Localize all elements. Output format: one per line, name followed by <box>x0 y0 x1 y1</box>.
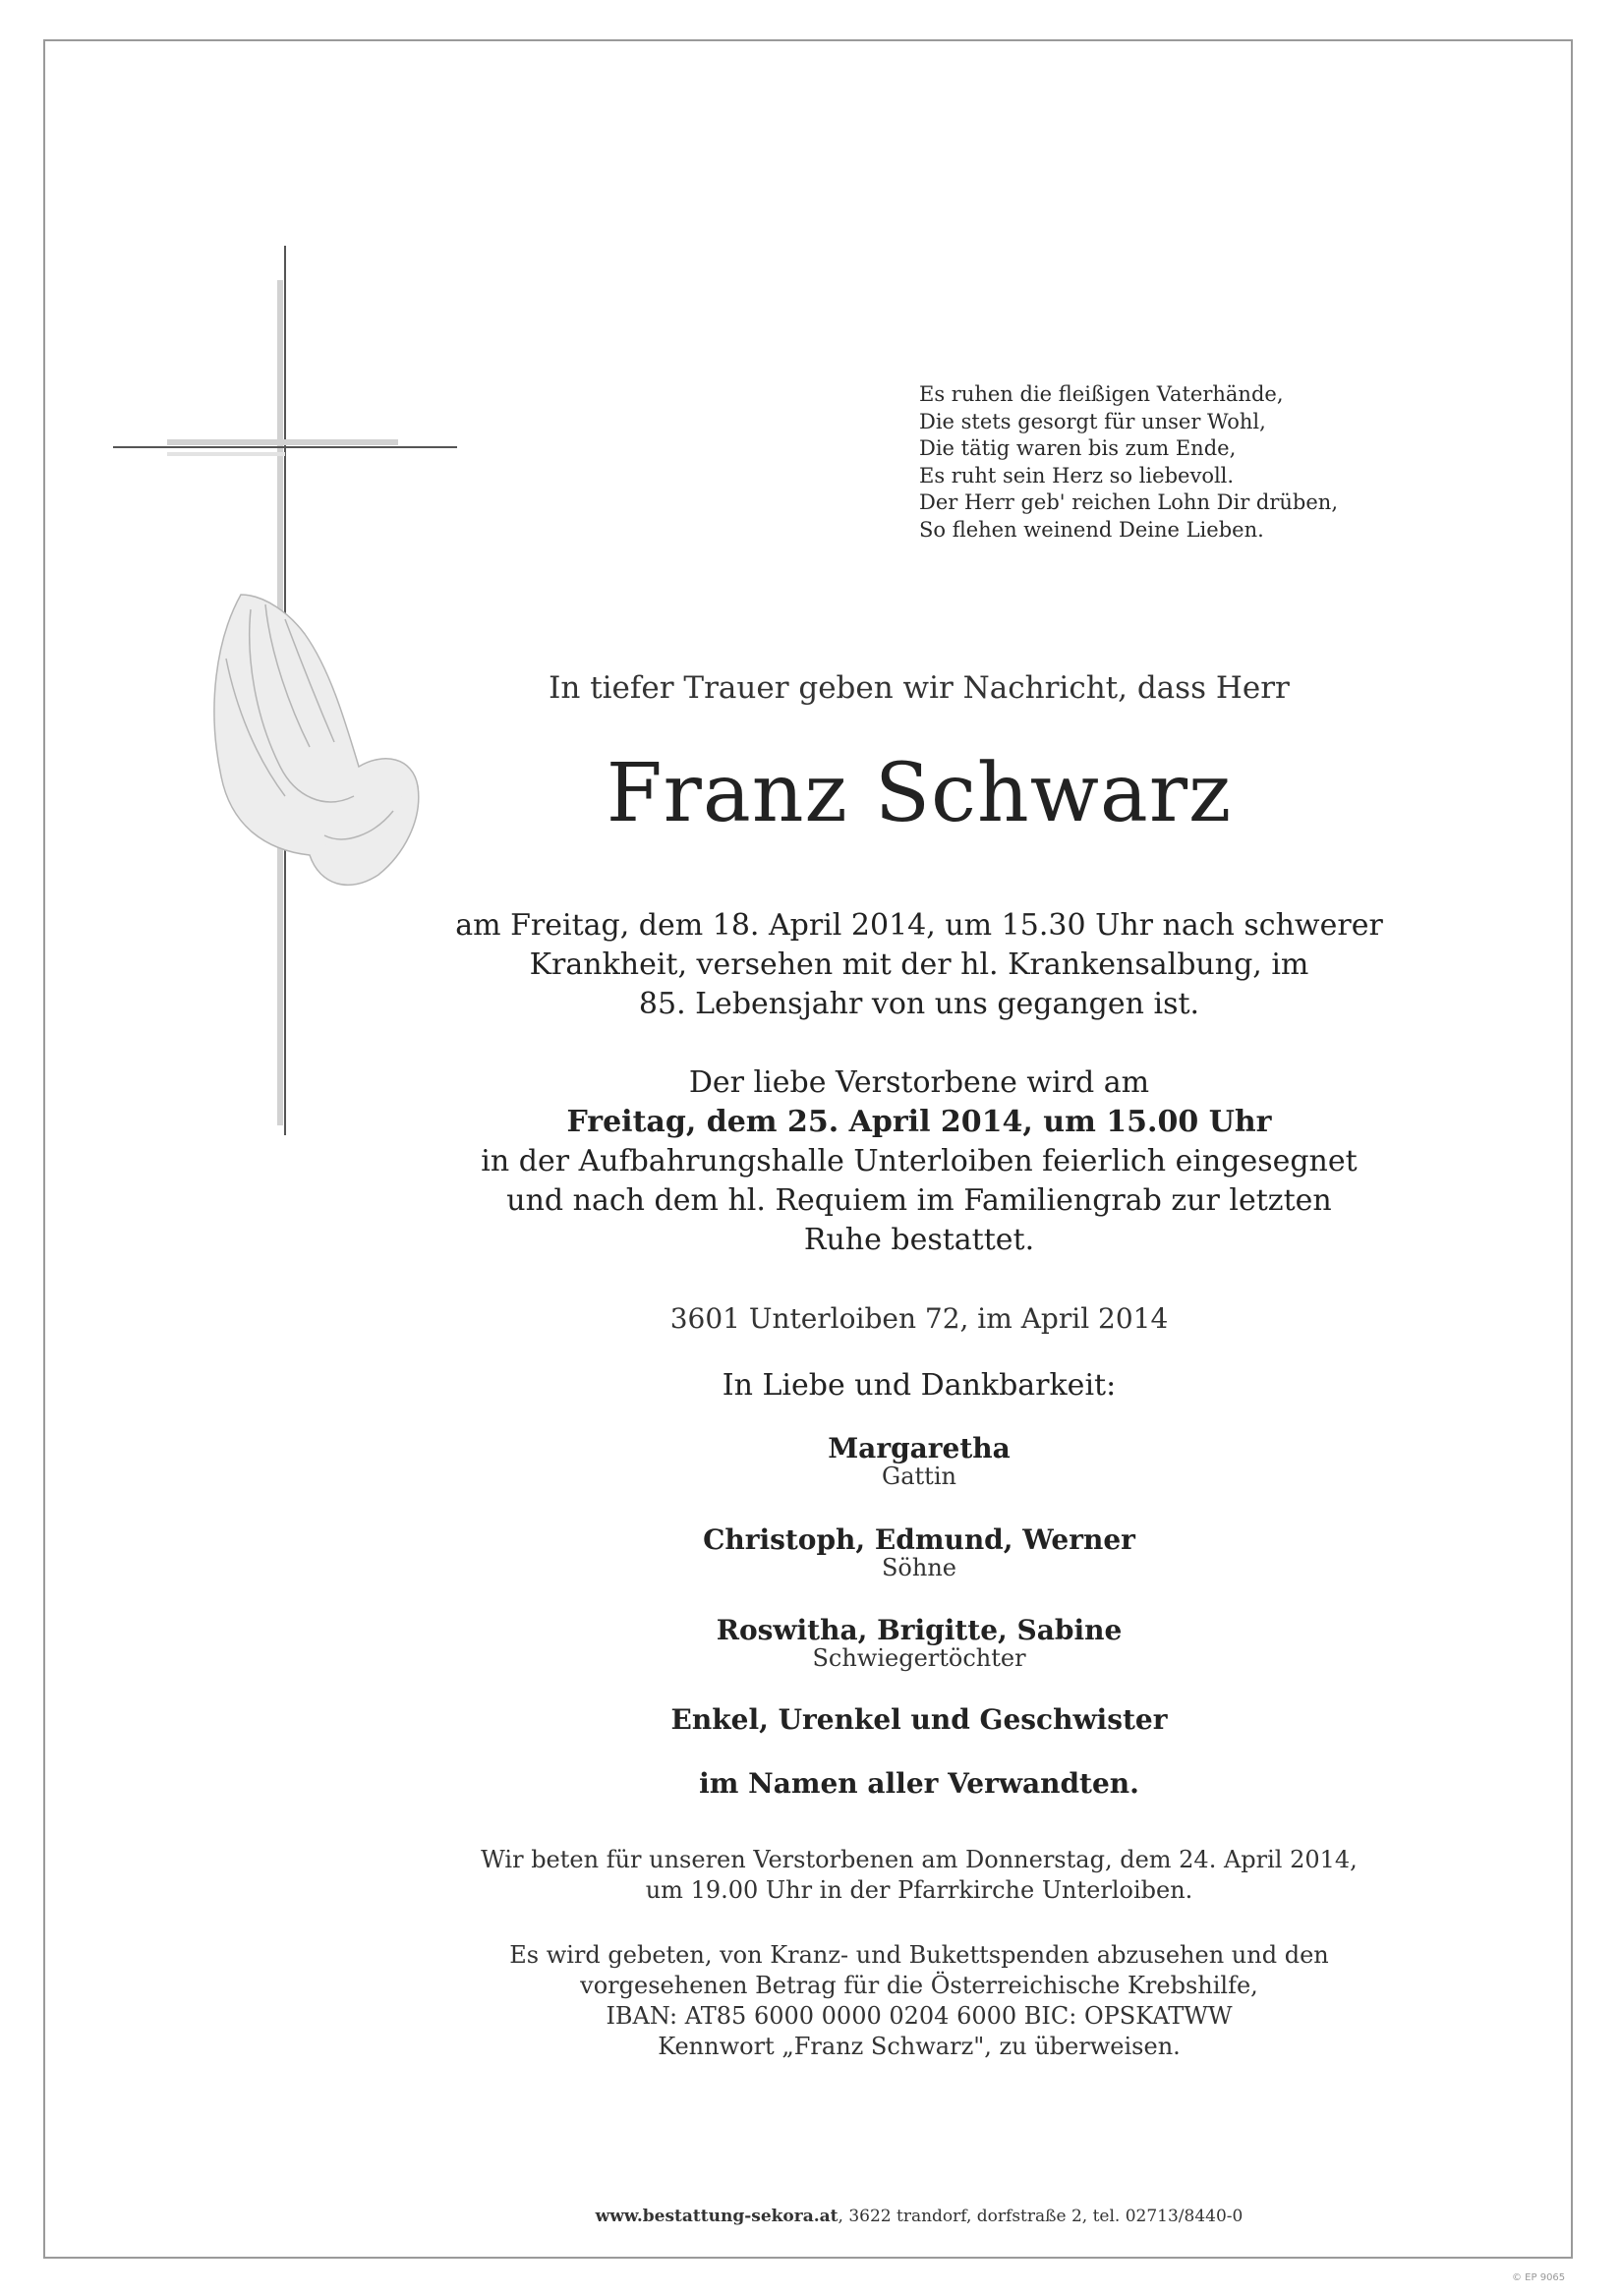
donation-line: vorgesehenen Betrag für die Österreichische Krebshilfe, <box>580 1972 1258 1999</box>
funeral-date: Freitag, dem 25. April 2014, um 15.00 Uhr <box>566 1105 1272 1139</box>
mourner-group <box>433 1432 1406 1490</box>
footer-website: www.bestattung-sekora.at <box>595 2207 839 2226</box>
mourner-group <box>433 1614 1406 1672</box>
mourner-role: Schwiegertöchter <box>812 1644 1026 1672</box>
donation-line: Es wird gebeten, von Kranz- und Bukettspenden abzusehen und den <box>509 1941 1329 1969</box>
mourner-group <box>433 1767 1406 1800</box>
footer-address: , 3622 trandorf, dorfstraße 2, tel. 02713/8440-0 <box>838 2207 1244 2226</box>
footer-contact <box>433 2207 1406 2226</box>
donation-notice <box>433 1940 1406 2062</box>
mourner-names: Christoph, Edmund, Werner <box>703 1523 1135 1556</box>
death-line: Krankheit, versehen mit der hl. Krankensalbung, im <box>529 947 1309 982</box>
death-line: am Freitag, dem 18. April 2014, um 15.30 Uhr nach schwerer <box>455 908 1383 943</box>
mourner-role: Söhne <box>881 1554 956 1581</box>
poem-line: Es ruhen die fleißigen Vaterhände, <box>919 382 1284 406</box>
poem-line: Die stets gesorgt für unser Wohl, <box>919 409 1266 433</box>
prayer-line: um 19.00 Uhr in der Pfarrkirche Unterloiben. <box>645 1876 1193 1904</box>
mourner-names: Margaretha <box>828 1432 1011 1464</box>
deceased-name: Franz Schwarz <box>606 747 1233 840</box>
death-line: 85. Lebensjahr von uns gegangen ist. <box>638 987 1200 1021</box>
mourner-names: Enkel, Urenkel und Geschwister <box>670 1703 1168 1736</box>
mourner-names: im Namen aller Verwandten. <box>699 1767 1139 1800</box>
funeral-line: Ruhe bestattet. <box>803 1223 1035 1257</box>
dankbarkeit-heading: In Liebe und Dankbarkeit: <box>722 1368 1117 1403</box>
mourner-names: Roswitha, Brigitte, Sabine <box>716 1614 1123 1646</box>
poem-line: Der Herr geb' reichen Lohn Dir drüben, <box>919 490 1338 514</box>
memorial-poem <box>919 381 1430 544</box>
funeral-details <box>433 1063 1406 1260</box>
place-date: 3601 Unterloiben 72, im April 2014 <box>669 1302 1169 1335</box>
funeral-line: in der Aufbahrungshalle Unterloiben feierlich eingesegnet <box>481 1144 1358 1178</box>
donation-line: Kennwort „Franz Schwarz", zu überweisen. <box>658 2033 1181 2060</box>
mourner-group <box>433 1523 1406 1581</box>
announcement-intro: In tiefer Trauer geben wir Nachricht, dass Herr <box>549 670 1290 706</box>
mourner-role: Gattin <box>882 1463 956 1490</box>
poem-line: Die tätig waren bis zum Ende, <box>919 436 1237 460</box>
poem-line: So flehen weinend Deine Lieben. <box>919 517 1264 542</box>
death-details <box>433 906 1406 1024</box>
mourner-group <box>433 1703 1406 1736</box>
prayer-line: Wir beten für unseren Verstorbenen am Donnerstag, dem 24. April 2014, <box>481 1846 1358 1873</box>
funeral-line: Der liebe Verstorbene wird am <box>688 1065 1150 1100</box>
funeral-line: und nach dem hl. Requiem im Familiengrab zur letzten <box>506 1183 1332 1218</box>
prayer-notice <box>433 1845 1406 1906</box>
print-code: © EP 9065 <box>1512 2272 1566 2283</box>
donation-line: IBAN: AT85 6000 0000 0204 6000 BIC: OPSKATWW <box>606 2002 1233 2030</box>
cross-praying-hands-icon <box>108 246 472 1150</box>
poem-line: Es ruht sein Herz so liebevoll. <box>919 463 1235 488</box>
